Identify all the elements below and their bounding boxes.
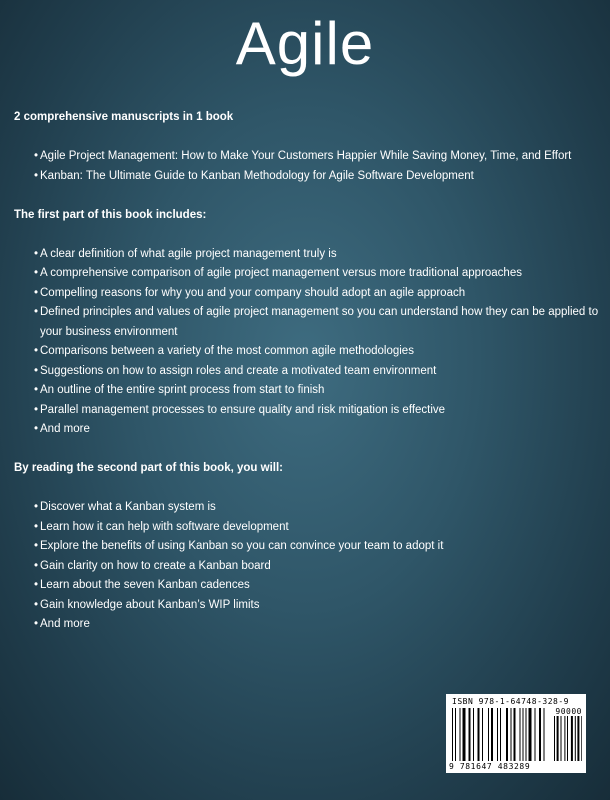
list-item: • Learn about the seven Kanban cadences [34,576,606,596]
list-item: • A comprehensive comparison of agile project management versus more traditional approaches [34,264,606,284]
list-item: • Agile Project Management: How to Make Your Customers Happier While Saving Money, Time, and Effort [34,147,606,167]
part2-heading: By reading the second part of this book, you will: [14,462,283,474]
isbn-text: ISBN 978-1-64748-328-9 [452,697,569,706]
list-item: • Gain knowledge about Kanban’s WIP limits [34,596,606,616]
list-item: • Suggestions on how to assign roles and create a motivated team environment [34,362,606,382]
part2-list [14,498,606,635]
part1-heading: The first part of this book includes: [14,208,207,221]
list-item: • And more [34,615,606,635]
back-cover-text [14,108,606,635]
book-title: Agile [235,10,375,77]
list-item: • Explore the benefits of using Kanban so you can convince your team to adopt it [34,537,606,557]
list-item: • Discover what a Kanban system is [34,498,606,518]
addon-barcode-bars [554,716,582,761]
price-code: 90000 [555,707,582,716]
ean-digits: 9 781647 483289 [449,762,531,771]
list-item: • Defined principles and values of agile project management so you can understand how they can be applied to your business environment [34,303,606,342]
manuscript-list [14,147,606,186]
list-item: • And more [34,420,606,440]
part1-list [14,245,606,440]
isbn-barcode [446,694,586,773]
list-item: • A clear definition of what agile project management truly is [34,245,606,265]
list-item: • Learn how it can help with software development [34,518,606,538]
list-item: • Compelling reasons for why you and your company should adopt an agile approach [34,284,606,304]
list-item: • Kanban: The Ultimate Guide to Kanban Methodology for Agile Software Development [34,167,606,187]
list-item: • Gain clarity on how to create a Kanban board [34,557,606,577]
intro-heading: 2 comprehensive manuscripts in 1 book [14,111,234,123]
barcode-bars [452,708,548,761]
list-item: • Parallel management processes to ensure quality and risk mitigation is effective [34,401,606,421]
list-item: • An outline of the entire sprint process from start to finish [34,381,606,401]
list-item: • Comparisons between a variety of the most common agile methodologies [34,342,606,362]
